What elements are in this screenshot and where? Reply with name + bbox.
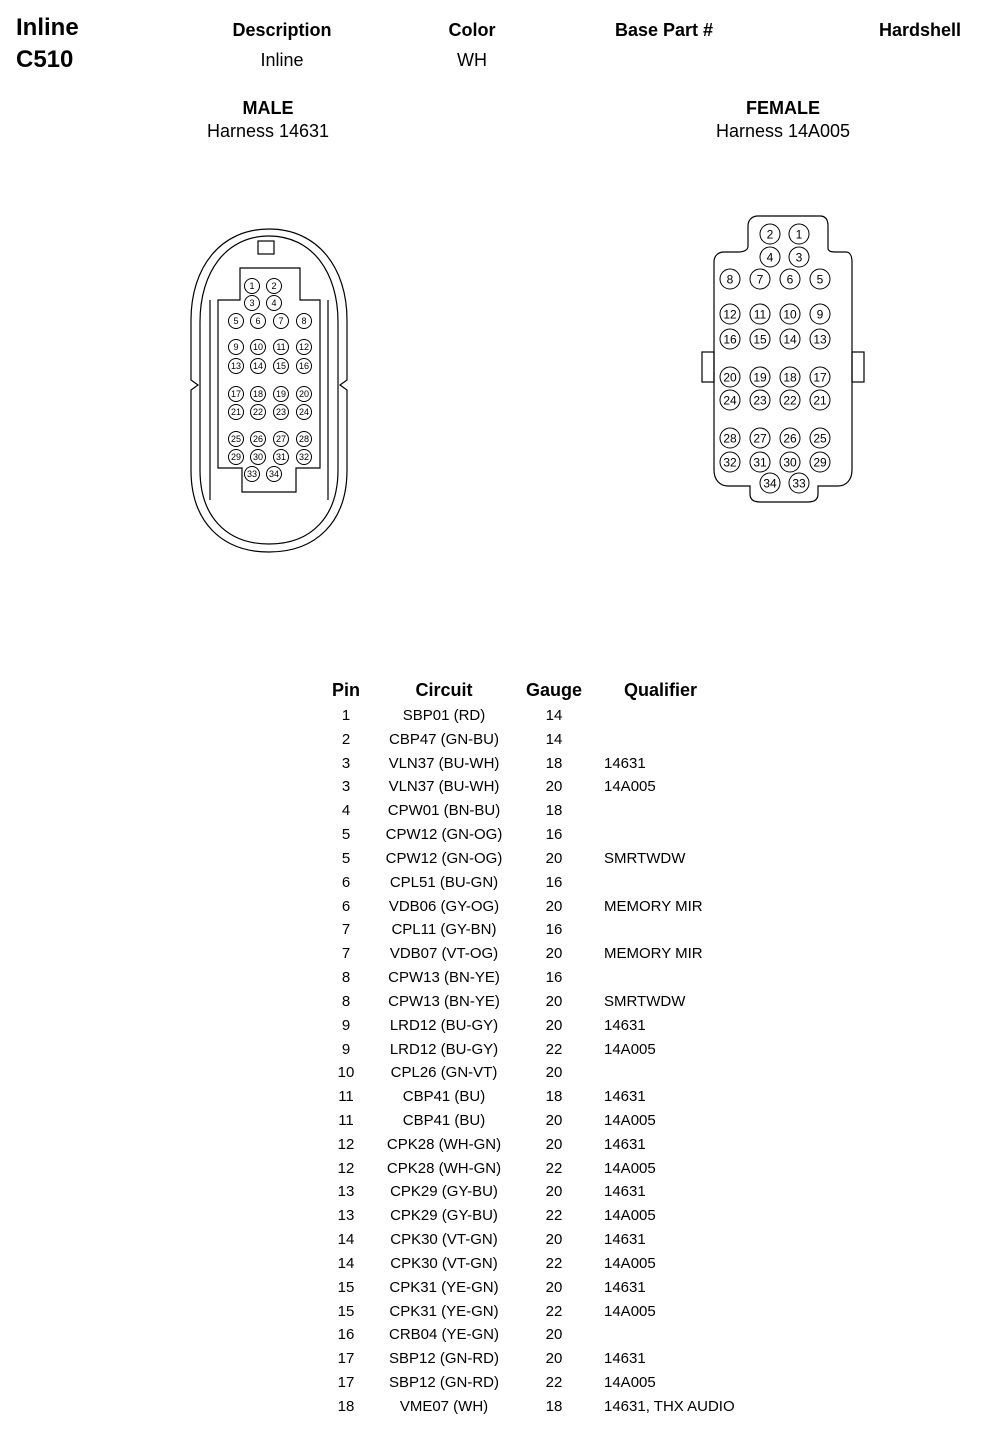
female-pin-label: 5: [816, 272, 824, 287]
table-row: [318, 1252, 824, 1276]
female-pin-label: 17: [813, 370, 827, 385]
male-pin-label: 7: [278, 316, 284, 327]
circuit-cell: CPW13 (BN-YE): [388, 969, 500, 987]
pin-table-header-row: [318, 676, 824, 704]
qualifier-cell: 14631: [604, 1350, 646, 1368]
base-part-header: Base Part #: [614, 20, 714, 40]
pin-cell: 6: [341, 897, 351, 915]
male-connector-diagram: [180, 220, 360, 560]
female-pin-label: 14: [783, 332, 797, 347]
circuit-cell: CBP47 (GN-BU): [388, 730, 500, 748]
table-row: [318, 1038, 824, 1062]
male-pin-label: 13: [230, 361, 242, 372]
circuit-cell: CRB04 (YE-GN): [388, 1326, 500, 1344]
table-row: [318, 1181, 824, 1205]
male-pin-label: 33: [246, 469, 258, 480]
pin-cell: 14: [337, 1254, 355, 1272]
pin-cell: 17: [337, 1350, 355, 1368]
qualifier-cell: 14A005: [604, 1159, 656, 1177]
female-left-tab: [702, 352, 714, 382]
gauge-cell: 20: [545, 1064, 563, 1082]
qualifier-cell: [594, 918, 824, 942]
female-pin-label: 29: [813, 455, 827, 470]
male-pin-label: 21: [230, 407, 242, 418]
male-pin-label: 11: [276, 342, 286, 353]
table-row: [318, 799, 824, 823]
qualifier-cell: 14631: [604, 1088, 646, 1106]
qualifier-cell: 14631, THX AUDIO: [604, 1397, 735, 1415]
table-row: [318, 1085, 824, 1109]
qualifier-cell: 14631: [604, 1183, 646, 1201]
table-row: [318, 918, 824, 942]
table-row: [318, 1157, 824, 1181]
male-pin-label: 12: [298, 342, 310, 353]
gauge-cell: 20: [545, 1135, 563, 1153]
male-pin-label: 31: [275, 452, 287, 463]
qualifier-cell: 14631: [604, 1135, 646, 1153]
circuit-cell: VLN37 (BU-WH): [388, 754, 500, 772]
circuit-cell: SBP12 (GN-RD): [388, 1374, 500, 1392]
qualifier-cell: [594, 799, 824, 823]
female-pin-label: 31: [753, 455, 767, 470]
pin-cell: 13: [337, 1183, 355, 1201]
qualifier-cell: 14A005: [604, 1207, 656, 1225]
male-pin-label: 8: [301, 316, 307, 327]
male-pin-label: 20: [298, 389, 310, 400]
qualifier-column-header: Qualifier: [624, 679, 698, 700]
pin-cell: 6: [341, 873, 351, 891]
table-row: [318, 752, 824, 776]
pin-cell: 8: [341, 992, 351, 1010]
male-pin-label: 1: [249, 281, 255, 292]
male-subtitle: Harness 14631: [206, 121, 330, 141]
female-pin-label: 3: [795, 250, 803, 265]
table-row: [318, 847, 824, 871]
male-pin-label: 17: [230, 389, 242, 400]
pin-table: [318, 676, 824, 1419]
qualifier-cell: [594, 966, 824, 990]
pin-column-header: Pin: [331, 679, 360, 700]
qualifier-cell: 14A005: [604, 1302, 656, 1320]
circuit-cell: CBP41 (BU): [402, 1088, 486, 1106]
female-pin-label: 21: [813, 393, 827, 408]
gauge-cell: 22: [545, 1302, 563, 1320]
table-row: [318, 990, 824, 1014]
table-row: [318, 1109, 824, 1133]
pin-cell: 10: [337, 1064, 355, 1082]
male-pin-label: 24: [298, 407, 310, 418]
female-pin-label: 7: [756, 272, 764, 287]
circuit-cell: CPW12 (GN-OG): [385, 826, 503, 844]
female-pin-label: 24: [723, 393, 737, 408]
circuit-cell: CPK30 (VT-GN): [390, 1254, 498, 1272]
male-pin-label: 29: [230, 452, 242, 463]
table-row: [318, 895, 824, 919]
circuit-cell: SBP01 (RD): [402, 706, 486, 724]
pin-cell: 5: [341, 849, 351, 867]
gauge-cell: 18: [545, 754, 563, 772]
male-pin-group: [229, 279, 312, 482]
female-pin-label: 6: [786, 272, 794, 287]
qualifier-cell: [594, 704, 824, 728]
male-pin-label: 18: [252, 389, 264, 400]
male-pin-label: 3: [249, 298, 255, 309]
pin-cell: 13: [337, 1207, 355, 1225]
gauge-cell: 18: [545, 1088, 563, 1106]
table-row: [318, 1395, 824, 1419]
circuit-cell: CPK31 (YE-GN): [389, 1278, 499, 1296]
pin-cell: 11: [338, 1111, 354, 1129]
qualifier-cell: 14A005: [604, 1040, 656, 1058]
female-pin-label: 10: [783, 307, 797, 322]
circuit-cell: CPK30 (VT-GN): [390, 1231, 498, 1249]
circuit-cell: VDB06 (GY-OG): [388, 897, 500, 915]
circuit-cell: CPL11 (GY-BN): [391, 921, 497, 939]
connector-id: C510: [16, 46, 74, 73]
female-pin-label: 34: [763, 476, 777, 491]
table-row: [318, 1324, 824, 1348]
qualifier-cell: [594, 871, 824, 895]
table-row: [318, 871, 824, 895]
circuit-cell: LRD12 (BU-GY): [389, 1016, 499, 1034]
male-key: [258, 241, 274, 254]
male-pin-label: 34: [268, 469, 280, 480]
female-title: FEMALE: [746, 98, 820, 118]
circuit-cell: CPL26 (GN-VT): [390, 1064, 498, 1082]
male-pin-label: 10: [252, 342, 264, 353]
circuit-cell: CPW01 (BN-BU): [387, 802, 501, 820]
gauge-cell: 22: [545, 1040, 563, 1058]
male-pin-label: 25: [230, 434, 242, 445]
female-pin-label: 16: [723, 332, 737, 347]
gauge-cell: 20: [545, 1183, 563, 1201]
male-outer-shell: [191, 229, 347, 552]
pin-cell: 12: [337, 1159, 355, 1177]
male-pin-label: 28: [298, 434, 310, 445]
gauge-cell: 16: [545, 921, 563, 939]
pin-cell: 9: [341, 1040, 351, 1058]
female-pin-group: [720, 224, 830, 493]
gauge-cell: 20: [545, 1016, 563, 1034]
female-pin-label: 25: [813, 431, 827, 446]
gauge-cell: 16: [545, 873, 563, 891]
female-pin-label: 9: [816, 307, 824, 322]
male-title: MALE: [242, 98, 294, 118]
gauge-column-header: Gauge: [525, 679, 582, 700]
connector-type: Inline: [16, 14, 79, 41]
qualifier-cell: [594, 1061, 824, 1085]
pin-cell: 12: [337, 1135, 355, 1153]
female-pin-label: 32: [723, 455, 737, 470]
female-pin-label: 8: [726, 272, 734, 287]
female-subtitle: Harness 14A005: [715, 121, 851, 141]
pin-cell: 11: [338, 1088, 354, 1106]
pin-cell: 18: [337, 1397, 355, 1415]
pin-cell: 15: [337, 1278, 355, 1296]
qualifier-cell: [594, 1324, 824, 1348]
female-pin-label: 4: [766, 250, 774, 265]
circuit-cell: CBP41 (BU): [402, 1111, 486, 1129]
pin-cell: 2: [341, 730, 351, 748]
male-pin-label: 19: [275, 389, 287, 400]
table-row: [318, 1061, 824, 1085]
gauge-cell: 14: [545, 730, 563, 748]
table-row: [318, 823, 824, 847]
gauge-cell: 14: [545, 706, 563, 724]
pin-cell: 16: [337, 1326, 355, 1344]
table-row: [318, 775, 824, 799]
male-pin-label: 14: [252, 361, 264, 372]
gauge-cell: 22: [545, 1374, 563, 1392]
gauge-cell: 20: [545, 1350, 563, 1368]
gauge-cell: 20: [545, 1111, 563, 1129]
description-value: Inline: [260, 50, 304, 70]
male-pin-label: 22: [252, 407, 264, 418]
circuit-cell: VLN37 (BU-WH): [388, 778, 500, 796]
circuit-cell: SBP12 (GN-RD): [388, 1350, 500, 1368]
table-row: [318, 966, 824, 990]
description-header: Description: [232, 20, 332, 40]
male-pin-label: 4: [271, 298, 277, 309]
circuit-cell: VME07 (WH): [399, 1397, 489, 1415]
circuit-cell: CPL51 (BU-GN): [389, 873, 499, 891]
gauge-cell: 16: [545, 826, 563, 844]
male-pin-label: 26: [252, 434, 264, 445]
table-row: [318, 728, 824, 752]
color-value: WH: [457, 50, 487, 70]
gauge-cell: 20: [545, 849, 563, 867]
male-pin-label: 6: [255, 316, 261, 327]
female-pin-label: 20: [723, 370, 737, 385]
female-pin-label: 15: [753, 332, 767, 347]
female-pin-label: 18: [783, 370, 797, 385]
female-pin-label: 26: [783, 431, 797, 446]
table-row: [318, 1133, 824, 1157]
female-connector-diagram: [695, 210, 870, 510]
circuit-cell: CPW12 (GN-OG): [385, 849, 503, 867]
pin-cell: 9: [341, 1016, 351, 1034]
female-pin-label: 1: [795, 227, 803, 242]
qualifier-cell: 14A005: [604, 1374, 656, 1392]
table-row: [318, 1014, 824, 1038]
male-pin-label: 2: [271, 281, 277, 292]
gauge-cell: 20: [545, 945, 563, 963]
qualifier-cell: 14631: [604, 1016, 646, 1034]
female-pin-label: 11: [753, 307, 767, 322]
qualifier-cell: [594, 823, 824, 847]
color-header: Color: [448, 20, 496, 40]
male-pin-label: 9: [233, 342, 239, 353]
table-row: [318, 1300, 824, 1324]
circuit-cell: CPK28 (WH-GN): [386, 1159, 502, 1177]
circuit-cell: CPK31 (YE-GN): [389, 1302, 499, 1320]
female-pin-label: 28: [723, 431, 737, 446]
qualifier-cell: 14A005: [604, 1111, 656, 1129]
qualifier-cell: 14631: [604, 754, 646, 772]
table-row: [318, 1347, 824, 1371]
table-row: [318, 704, 824, 728]
table-row: [318, 1228, 824, 1252]
female-pin-label: 33: [792, 476, 806, 491]
table-row: [318, 1371, 824, 1395]
female-pin-label: 27: [753, 431, 767, 446]
male-pin-label: 27: [275, 434, 287, 445]
pin-cell: 7: [341, 945, 351, 963]
pin-cell: 15: [337, 1302, 355, 1320]
gauge-cell: 22: [545, 1207, 563, 1225]
gauge-cell: 20: [545, 1326, 563, 1344]
gauge-cell: 16: [545, 969, 563, 987]
qualifier-cell: 14631: [604, 1278, 646, 1296]
female-pin-label: 23: [753, 393, 767, 408]
female-pin-label: 2: [766, 227, 774, 242]
male-pin-label: 30: [252, 452, 264, 463]
female-pin-label: 22: [783, 393, 797, 408]
circuit-cell: LRD12 (BU-GY): [389, 1040, 499, 1058]
male-pin-label: 5: [233, 316, 239, 327]
pin-cell: 3: [341, 754, 351, 772]
pin-cell: 4: [341, 802, 351, 820]
table-row: [318, 1276, 824, 1300]
female-pin-label: 30: [783, 455, 797, 470]
female-pin-label: 12: [723, 307, 737, 322]
circuit-cell: CPK29 (GY-BU): [390, 1207, 498, 1225]
gauge-cell: 22: [545, 1254, 563, 1272]
table-row: [318, 1204, 824, 1228]
circuit-cell: CPW13 (BN-YE): [388, 992, 500, 1010]
circuit-cell: VDB07 (VT-OG): [389, 945, 499, 963]
female-pin-label: 19: [753, 370, 767, 385]
circuit-cell: CPK29 (GY-BU): [390, 1183, 498, 1201]
pin-cell: 5: [341, 826, 351, 844]
gauge-cell: 22: [545, 1159, 563, 1177]
male-pin-label: 16: [298, 361, 310, 372]
connector-title: [16, 12, 79, 76]
pin-cell: 3: [341, 778, 351, 796]
qualifier-cell: SMRTWDW: [604, 992, 686, 1010]
qualifier-cell: MEMORY MIR: [604, 945, 703, 963]
gauge-cell: 20: [545, 1231, 563, 1249]
pin-cell: 1: [341, 706, 351, 724]
pin-cell: 8: [341, 969, 351, 987]
hardshell-header: Hardshell: [878, 20, 962, 40]
gauge-cell: 20: [545, 778, 563, 796]
gauge-cell: 18: [545, 1397, 563, 1415]
circuit-cell: CPK28 (WH-GN): [386, 1135, 502, 1153]
pin-table-body: [318, 704, 824, 1419]
pin-cell: 17: [337, 1374, 355, 1392]
pin-cell: 7: [341, 921, 351, 939]
circuit-column-header: Circuit: [415, 679, 473, 700]
qualifier-cell: 14A005: [604, 778, 656, 796]
qualifier-cell: 14631: [604, 1231, 646, 1249]
male-pin-label: 23: [275, 407, 287, 418]
table-row: [318, 942, 824, 966]
male-pin-label: 15: [275, 361, 287, 372]
gauge-cell: 20: [545, 992, 563, 1010]
gauge-cell: 20: [545, 897, 563, 915]
pin-cell: 14: [337, 1231, 355, 1249]
female-pin-label: 13: [813, 332, 827, 347]
female-right-tab: [852, 352, 864, 382]
gauge-cell: 18: [545, 802, 563, 820]
qualifier-cell: SMRTWDW: [604, 849, 686, 867]
qualifier-cell: [594, 728, 824, 752]
qualifier-cell: 14A005: [604, 1254, 656, 1272]
gauge-cell: 20: [545, 1278, 563, 1296]
qualifier-cell: MEMORY MIR: [604, 897, 703, 915]
male-pin-label: 32: [298, 452, 310, 463]
